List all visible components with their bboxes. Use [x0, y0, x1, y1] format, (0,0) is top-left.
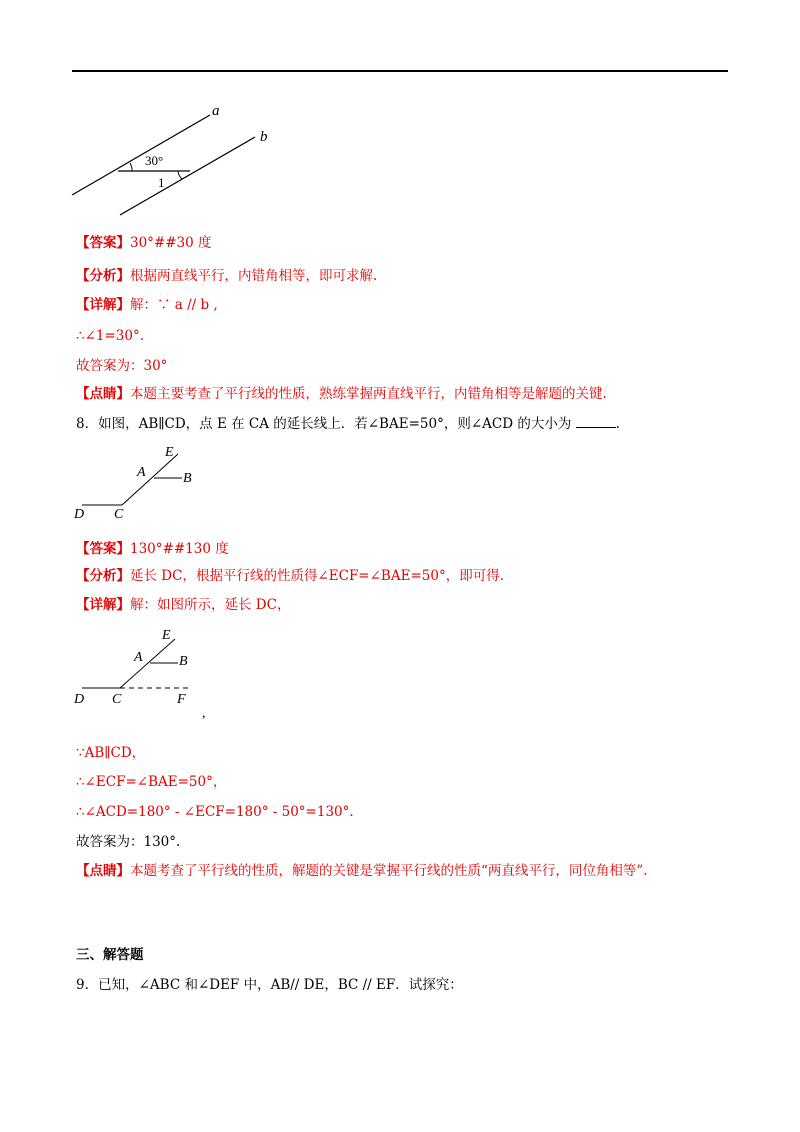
- analysis-tag: 【分析】: [76, 568, 130, 584]
- figure-q8-solution: [70, 625, 220, 721]
- line-a: [72, 115, 210, 195]
- comment-text: 本题主要考查了平行线的性质，熟练掌握两直线平行，内错角相等是解题的关键.: [130, 386, 607, 402]
- answer-text: 30°##30 度: [130, 235, 212, 251]
- q8-final: 故答案为：130°.: [76, 834, 181, 850]
- segment-ce: [122, 454, 178, 505]
- q8-detail: [76, 596, 290, 614]
- label-angle-1: 1: [158, 175, 165, 190]
- figure-parallel-lines-ab: [60, 95, 290, 225]
- detail-tag: 【详解】: [76, 597, 130, 613]
- point-a: A: [134, 650, 143, 665]
- point-f: F: [177, 692, 186, 707]
- detail-tag: 【详解】: [76, 297, 130, 313]
- q7-final: 故答案为：30°: [76, 358, 168, 374]
- q8-answer: [76, 540, 229, 558]
- analysis-tag: 【分析】: [76, 268, 130, 284]
- analysis-text: 根据两直线平行，内错角相等，即可求解.: [130, 268, 378, 284]
- section-heading: 三、解答题: [76, 947, 144, 963]
- q9-question: 9．已知，∠ABC 和∠DEF 中，AB// DE，BC // EF．试探究：: [76, 977, 463, 993]
- point-d: D: [74, 507, 85, 522]
- q8-analysis: [76, 567, 504, 585]
- point-e: E: [162, 628, 171, 643]
- label-angle-30: 30°: [145, 153, 164, 168]
- answer-text: 130°##130 度: [130, 541, 229, 557]
- point-c: C: [112, 692, 122, 707]
- q8-comment: [76, 862, 648, 880]
- point-c: C: [114, 507, 124, 522]
- point-d: D: [74, 692, 85, 707]
- q7-detail: [76, 296, 218, 314]
- figure-q8: [70, 440, 210, 525]
- comment-tag: 【点睛】: [76, 386, 130, 402]
- analysis-text: 延长 DC，根据平行线的性质得∠ECF=∠BAE=50°，即可得.: [130, 568, 504, 584]
- q8-step2: ∴∠ECF=∠BAE=50°，: [76, 774, 227, 790]
- q8-question-text: 8．如图，AB∥CD，点 E 在 CA 的延长线上．若∠BAE=50°，则∠ACD 的大小为: [76, 416, 572, 432]
- point-e: E: [165, 445, 174, 460]
- label-b: b: [260, 129, 268, 145]
- line-b: [120, 137, 255, 215]
- detail-text: 解：∵ a // b ,: [130, 297, 218, 313]
- q8-step3: ∴∠ACD=180° - ∠ECF=180° - 50°=130°.: [76, 804, 354, 820]
- point-b: B: [183, 471, 192, 486]
- q8-step1: ∵AB∥CD，: [76, 745, 146, 761]
- q8-question: [76, 415, 620, 433]
- angle-arc-30: [130, 163, 132, 171]
- point-b: B: [179, 654, 188, 669]
- q8-question-end: .: [615, 416, 620, 432]
- answer-tag: 【答案】: [76, 541, 130, 557]
- comment-tag: 【点睛】: [76, 863, 130, 879]
- detail-text: 解：如图所示，延长 DC，: [130, 597, 291, 613]
- q7-analysis: [76, 267, 377, 285]
- q7-comment: [76, 385, 607, 403]
- answer-blank: [576, 415, 616, 428]
- point-a: A: [137, 465, 146, 480]
- header-rule: [72, 70, 728, 72]
- angle-arc-1: [178, 171, 182, 179]
- answer-tag: 【答案】: [76, 235, 130, 251]
- q7-answer: [76, 234, 212, 252]
- figure-comma: ,: [202, 706, 206, 721]
- comment-text: 本题考查了平行线的性质，解题的关键是掌握平行线的性质“两直线平行，同位角相等”.: [130, 863, 648, 879]
- q7-step1: ∴∠1=30°.: [76, 328, 145, 344]
- label-a: a: [212, 103, 220, 119]
